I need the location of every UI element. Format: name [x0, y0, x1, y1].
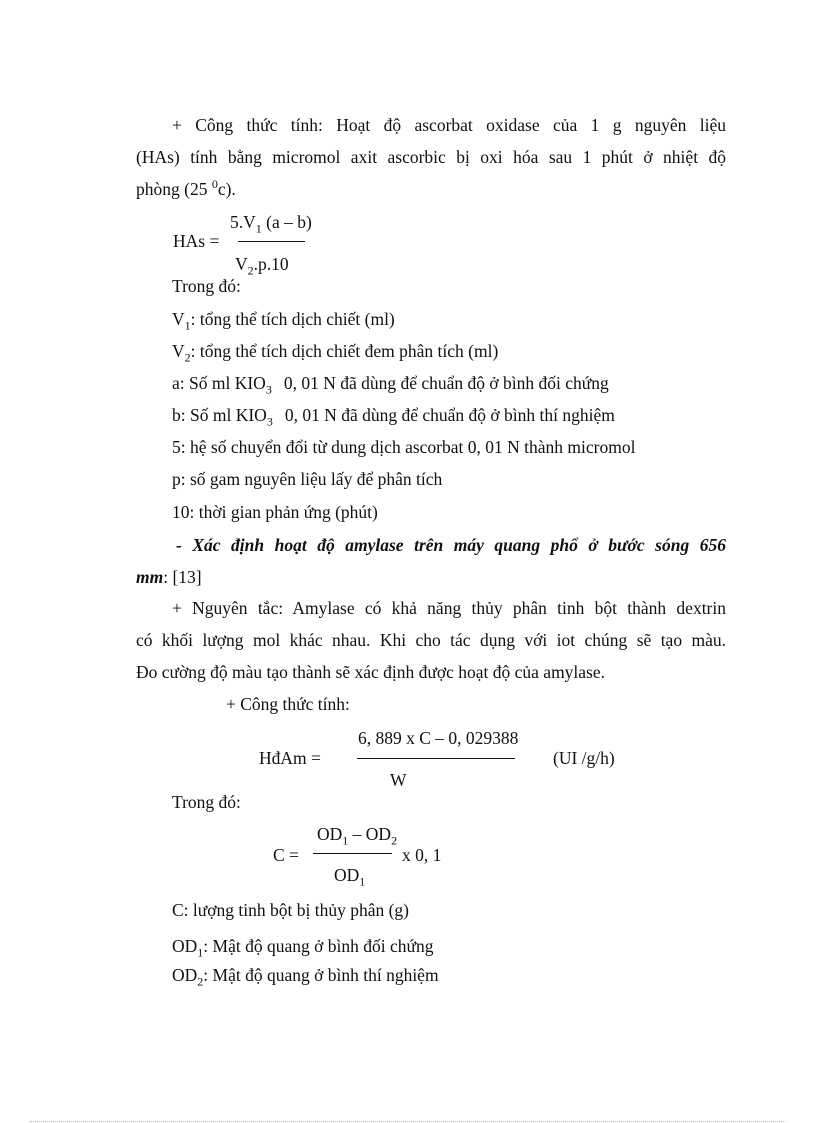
- amylase-unit: mm: [136, 567, 164, 587]
- trong-do-label-1: Trong đó:: [172, 276, 241, 296]
- hdam-unit: (UI /g/h): [553, 748, 615, 768]
- var-od1: [172, 936, 434, 960]
- trong-do-label-2: Trong đó:: [172, 792, 241, 812]
- var-od1-post: : Mật độ quang ở bình đối chứng: [203, 936, 434, 956]
- c-num-od2-sub: 2: [391, 833, 398, 848]
- page-bottom-border: [30, 1121, 786, 1122]
- var-od2-sub: 2: [197, 974, 204, 989]
- c-den-od: OD: [334, 865, 360, 885]
- var-v2-post: : tổng thể tích dịch chiết đem phân tích (ml): [190, 341, 499, 361]
- has-num-sub: 1: [255, 221, 262, 236]
- nguyen-tac-line-1: + Nguyên tắc: Amylase có khả năng thủy phân tinh bột thành dextrin: [172, 598, 726, 618]
- nguyen-tac-line-2: có khối lượng mol khác nhau. Khi cho tác dụng với iot chúng sẽ tạo màu.: [136, 630, 726, 650]
- var-b-pre: b: Số ml KIO: [172, 405, 267, 425]
- var-a-post: 0, 01 N đã dùng để chuẩn độ ở bình đối chứng: [283, 373, 609, 393]
- amylase-ref: : [13]: [163, 567, 202, 587]
- hdam-numerator: 6, 889 x C – 0, 029388: [358, 728, 519, 748]
- var-p: p: số gam nguyên liệu lấy để phân tích: [172, 469, 443, 489]
- var-v1: [172, 309, 395, 333]
- c-den-sub: 1: [359, 874, 366, 889]
- var-b-post: 0, 01 N đã dùng để chuẩn độ ở bình thí nghiệm: [284, 405, 615, 425]
- c-multiplier: x 0, 1: [402, 845, 442, 865]
- var-od1-pre: OD: [172, 936, 198, 956]
- c-numerator: [317, 824, 398, 848]
- has-fraction-bar: [238, 241, 305, 242]
- para-cong-thuc-line-3: [136, 177, 236, 199]
- nguyen-tac-line-3: Đo cường độ màu tạo thành sẽ xác định được hoạt độ của amylase.: [136, 662, 606, 682]
- has-den-a: V: [235, 254, 248, 274]
- var-v2-sub: 2: [184, 350, 191, 365]
- has-den-b: .p.10: [253, 254, 289, 274]
- hdam-lhs: HđAm =: [259, 748, 321, 768]
- var-v1-post: : tổng thể tích dịch chiết (ml): [190, 309, 395, 329]
- has-den-sub: 2: [247, 263, 254, 278]
- var-v1-pre: V: [172, 309, 185, 329]
- degree-sup: 0: [211, 177, 218, 192]
- c-num-od1: OD: [317, 824, 343, 844]
- line3-post: c).: [217, 179, 236, 199]
- var-ten: 10: thời gian phản ứng (phút): [172, 502, 378, 522]
- c-denominator: [334, 865, 366, 889]
- var-od1-sub: 1: [197, 945, 204, 960]
- has-formula-numerator: [230, 212, 312, 236]
- c-num-od2: – OD: [348, 824, 392, 844]
- has-num-b: (a – b): [261, 212, 312, 232]
- var-a-pre: a: Số ml KIO: [172, 373, 266, 393]
- has-formula-denominator: [235, 254, 289, 278]
- c-fraction-bar: [313, 853, 392, 854]
- hdam-fraction-bar: [357, 758, 515, 759]
- line3-pre: phòng (25: [136, 179, 208, 199]
- var-v2: [172, 341, 499, 365]
- var-od2-pre: OD: [172, 965, 198, 985]
- has-num-a: 5.V: [230, 212, 256, 232]
- amylase-heading-line-2: [136, 569, 202, 587]
- var-od2: [172, 965, 439, 989]
- hdam-denominator: W: [390, 770, 407, 790]
- var-a: [172, 373, 609, 397]
- c-num-od1-sub: 1: [342, 833, 349, 848]
- var-a-sub: 3: [265, 382, 272, 397]
- has-formula-lhs: HAs =: [173, 231, 220, 251]
- para-cong-thuc-line-1: + Công thức tính: Hoạt độ ascorbat oxidase của 1 g nguyên liệu: [172, 115, 726, 135]
- cong-thuc-tinh-2: + Công thức tính:: [226, 694, 350, 714]
- var-v1-sub: 1: [184, 318, 191, 333]
- var-v2-pre: V: [172, 341, 185, 361]
- var-od2-post: : Mật độ quang ở bình thí nghiệm: [203, 965, 439, 985]
- var-c: C: lượng tinh bột bị thủy phân (g): [172, 900, 409, 920]
- amylase-heading-line-1: - Xác định hoạt độ amylase trên máy quang phổ ở bước sóng 656: [176, 535, 726, 555]
- var-five: 5: hệ số chuyển đổi từ dung dịch ascorbat 0, 01 N thành micromol: [172, 437, 636, 457]
- var-b: [172, 405, 615, 429]
- var-b-sub: 3: [266, 414, 273, 429]
- c-lhs: C =: [273, 845, 299, 865]
- para-cong-thuc-line-2: (HAs) tính bằng micromol axit ascorbic bị oxi hóa sau 1 phút ở nhiệt độ: [136, 147, 726, 167]
